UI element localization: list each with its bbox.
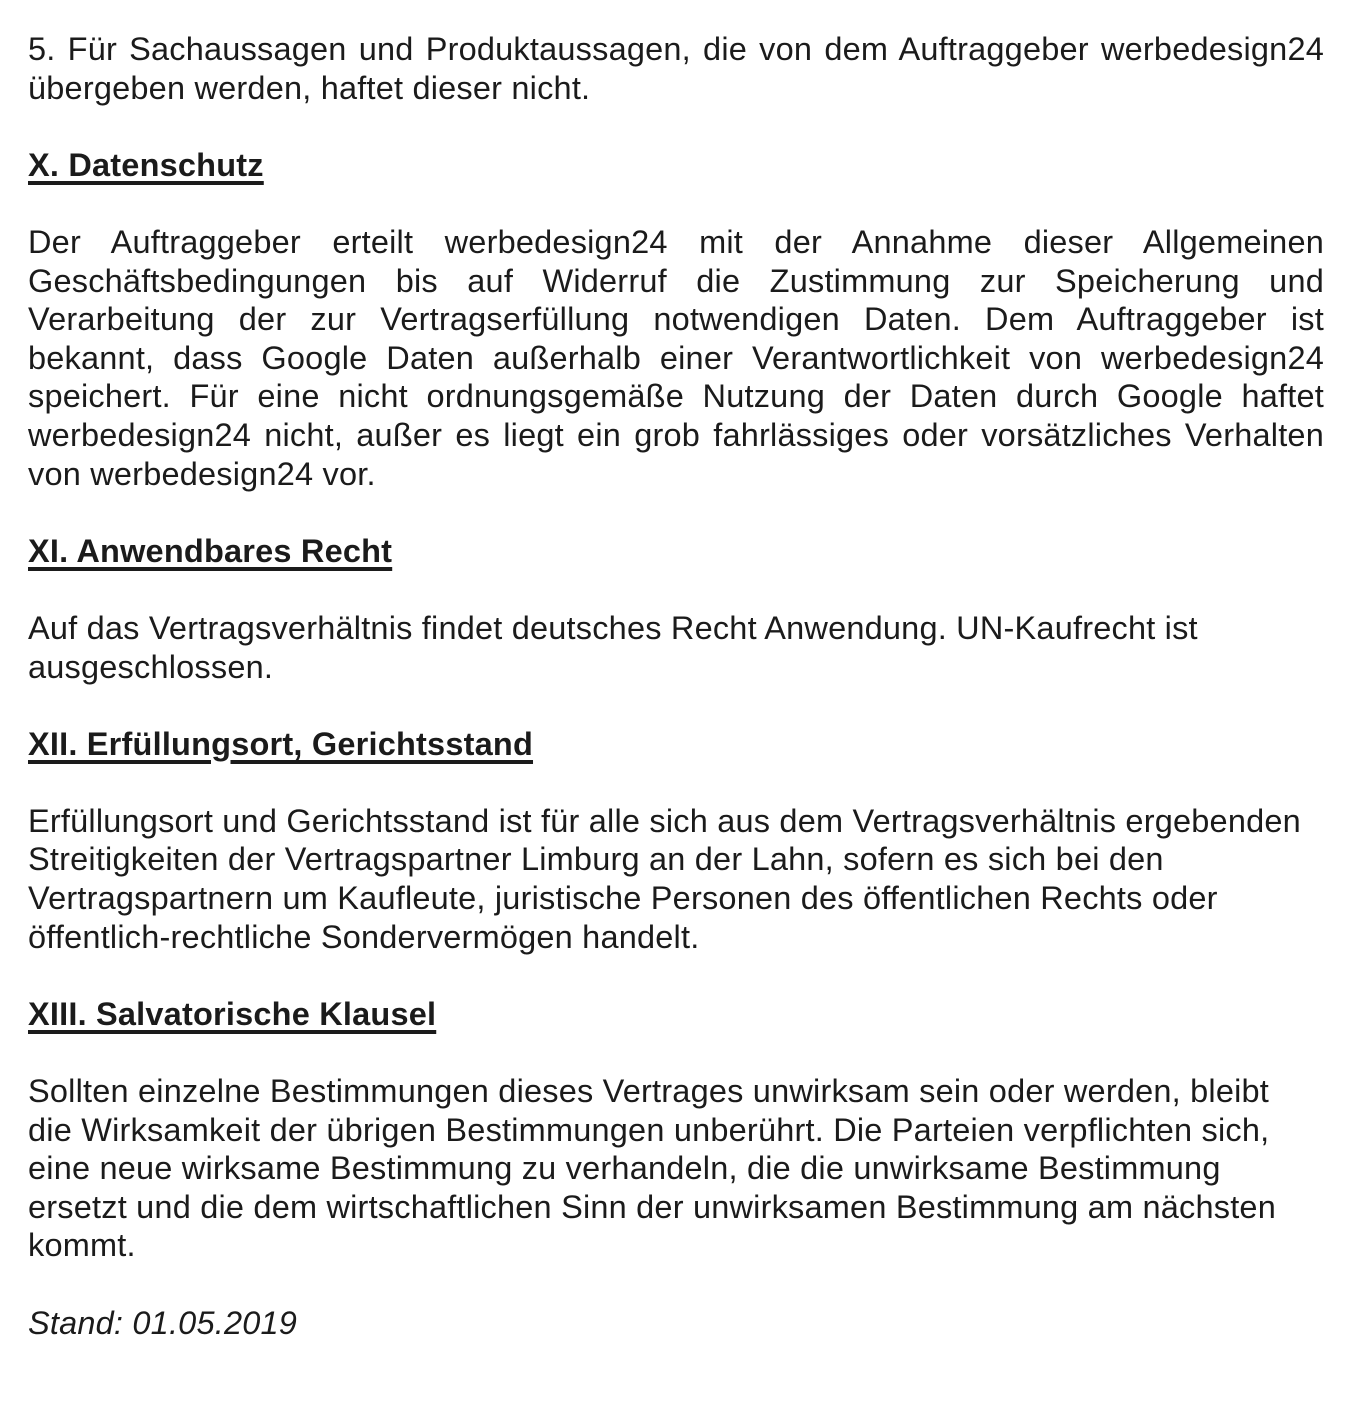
- document-page: [28, 30, 1324, 1342]
- text-line: ausgeschlossen.: [28, 648, 274, 685]
- text-line: Erfüllungsort und Gerichtsstand ist für alle sich aus dem Vertragsverhältnis ergebenden: [28, 802, 1301, 839]
- section-heading-salvatorische-klausel: XIII. Salvatorische Klausel: [28, 995, 437, 1032]
- text-line: Sollten einzelne Bestimmungen dieses Vertrages unwirksam sein oder werden, bleibt: [28, 1073, 1270, 1110]
- text-line: bekannt, dass Google Daten außerhalb einer Verantwortlichkeit von werbedesign24: [28, 339, 1324, 376]
- text-line: Der Auftraggeber erteilt werbedesign24 mit der Annahme dieser Allgemeinen: [28, 223, 1324, 260]
- paragraph-erfuellungsort-gerichtsstand: [28, 802, 1324, 956]
- text-line: Streitigkeiten der Vertragspartner Limburg an der Lahn, sofern es sich bei den: [28, 841, 1164, 878]
- section-heading-erfuellungsort-gerichtsstand: XII. Erfüllungsort, Gerichtsstand: [28, 725, 534, 762]
- text-line: kommt.: [28, 1227, 136, 1264]
- text-line: die Wirksamkeit der übrigen Bestimmungen unberührt. Die Parteien verpflichten sich,: [28, 1111, 1270, 1148]
- text-line: 5. Für Sachaussagen und Produktaussagen, die von dem Auftraggeber werbedesign24: [28, 31, 1324, 67]
- text-line: Verarbeitung der zur Vertragserfüllung notwendigen Daten. Dem Auftraggeber ist: [28, 301, 1324, 338]
- text-line: ersetzt und die dem wirtschaftlichen Sinn der unwirksamen Bestimmung am nächsten: [28, 1188, 1276, 1225]
- text-line: übergeben werden, haftet dieser nicht.: [28, 69, 591, 106]
- text-line: öffentlich-rechtliche Sondervermögen handelt.: [28, 918, 700, 955]
- paragraph-liability-clause-5: [28, 30, 1324, 107]
- document-version-date: Stand: 01.05.2019: [28, 1304, 298, 1341]
- text-line: Geschäftsbedingungen bis auf Widerruf die Zustimmung zur Speicherung und: [28, 262, 1324, 299]
- paragraph-datenschutz: [28, 223, 1324, 493]
- text-line: Vertragspartnern um Kaufleute, juristische Personen des öffentlichen Rechts oder: [28, 880, 1218, 917]
- text-line: speichert. Für eine nicht ordnungsgemäße Nutzung der Daten durch Google haftet: [28, 378, 1324, 415]
- paragraph-anwendbares-recht: [28, 609, 1324, 686]
- section-heading-datenschutz: X. Datenschutz: [28, 146, 264, 183]
- text-line: von werbedesign24 vor.: [28, 455, 376, 492]
- text-line: Auf das Vertragsverhältnis findet deutsches Recht Anwendung. UN-Kaufrecht ist: [28, 609, 1198, 646]
- text-line: werbedesign24 nicht, außer es liegt ein grob fahrlässiges oder vorsätzliches Verhalten: [28, 416, 1324, 453]
- paragraph-salvatorische-klausel: [28, 1072, 1324, 1265]
- text-line: eine neue wirksame Bestimmung zu verhandeln, die die unwirksame Bestimmung: [28, 1150, 1221, 1187]
- section-heading-anwendbares-recht: XI. Anwendbares Recht: [28, 532, 393, 569]
